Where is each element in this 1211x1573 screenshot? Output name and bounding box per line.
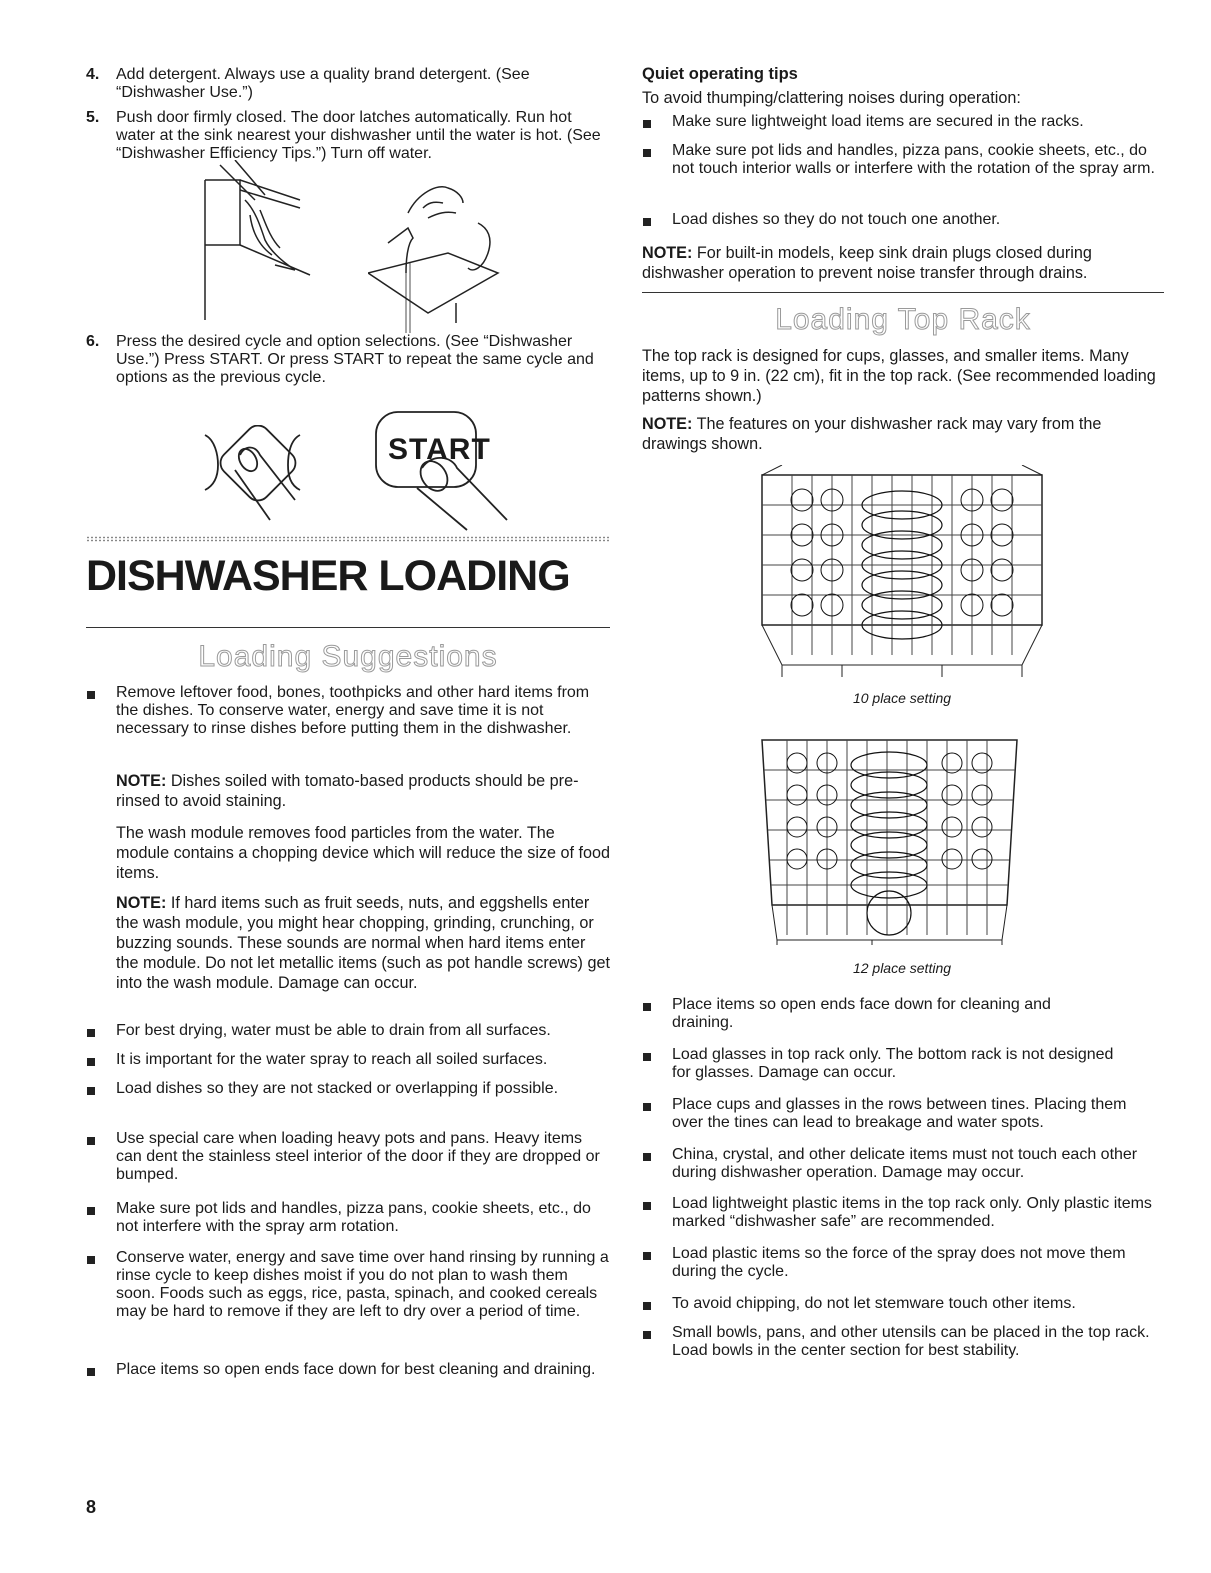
bullet-icon bbox=[86, 1080, 116, 1098]
note-text: The features on your dishwasher rack may vary from the drawings shown. bbox=[642, 415, 1102, 453]
start-button-label: START bbox=[388, 433, 491, 466]
note-text: If hard items such as fruit seeds, nuts, and eggshells enter the wash module, you might hear chopping, grinding, crunching, or buzzing sounds. These sounds are normal when hard items enter the module. Do not let metallic items (such as pot handle screws) get into the wash module. Damage can occur. bbox=[116, 894, 610, 992]
step-4 bbox=[86, 66, 610, 102]
section-rule bbox=[642, 292, 1164, 293]
rack-caption-10: 10 place setting bbox=[852, 690, 952, 706]
list-item bbox=[642, 1096, 1152, 1132]
bullet-icon bbox=[642, 142, 672, 178]
step-number: 6. bbox=[86, 333, 100, 350]
list-item-text: Load dishes so they are not stacked or overlapping if possible. bbox=[116, 1080, 559, 1097]
list-item-text: Place cups and glasses in the rows between tines. Placing them over the tines can lead to breakage and water spots. bbox=[672, 1096, 1127, 1131]
note-text: Dishes soiled with tomato-based products should be pre-rinsed to avoid staining. bbox=[116, 772, 579, 810]
list-item bbox=[86, 1051, 610, 1069]
list-item bbox=[642, 1046, 1132, 1082]
list-item-text: Load glasses in top rack only. The bottom rack is not designed for glasses. Damage can occur. bbox=[672, 1046, 1114, 1081]
bullet-icon bbox=[642, 1096, 672, 1132]
start-button-illustration bbox=[372, 408, 512, 533]
page-number: 8 bbox=[86, 1497, 97, 1517]
rack-10-place-setting-illustration bbox=[752, 465, 1052, 680]
list-item bbox=[86, 1022, 610, 1040]
list-item bbox=[642, 1295, 1164, 1313]
loading-suggestions-heading: Loading Suggestions bbox=[198, 640, 498, 673]
step-text: Push door firmly closed. The door latches automatically. Run hot water at the sink nearest your dishwasher until the water is hot. (See “Dishwasher Efficiency Tips.”) Turn off water. bbox=[116, 109, 601, 162]
list-item bbox=[642, 996, 1112, 1032]
door-closing-illustration bbox=[200, 160, 325, 320]
bullet-icon bbox=[642, 113, 672, 131]
section-rule bbox=[86, 627, 610, 628]
bullet-icon bbox=[642, 996, 672, 1032]
list-item-text: Load lightweight plastic items in the top rack only. Only plastic items marked “dishwasher safe” are recommended. bbox=[672, 1195, 1152, 1230]
list-item-text: Small bowls, pans, and other utensils can be placed in the top rack. Load bowls in the center section for best stability. bbox=[672, 1324, 1150, 1359]
section-title: DISHWASHER LOADING bbox=[86, 552, 570, 600]
list-item bbox=[642, 211, 1164, 229]
list-item-text: Conserve water, energy and save time over hand rinsing by running a rinse cycle to keep dishes moist if you do not plan to wash them soon. Foods such as eggs, rice, pasta, spinach, and cooked cereals may be hard to remove if they are left to dry over a period of time. bbox=[116, 1249, 609, 1320]
list-item bbox=[86, 1249, 610, 1321]
note-label: NOTE: bbox=[642, 244, 693, 262]
list-item-text: Make sure lightweight load items are secured in the racks. bbox=[672, 113, 1084, 130]
list-item-text: Use special care when loading heavy pots and pans. Heavy items can dent the stainless steel interior of the door if they are dropped or bumped. bbox=[116, 1130, 600, 1183]
quiet-tips-intro: To avoid thumping/clattering noises during operation: bbox=[642, 89, 1021, 107]
note-text: For built-in models, keep sink drain plugs closed during dishwasher operation to prevent noise transfer through drains. bbox=[642, 244, 1092, 282]
list-item-text: It is important for the water spray to reach all soiled surfaces. bbox=[116, 1051, 548, 1068]
faucet-illustration bbox=[368, 183, 508, 333]
step-number: 4. bbox=[86, 66, 100, 83]
list-item-text: Load plastic items so the force of the spray does not move them during the cycle. bbox=[672, 1245, 1126, 1280]
list-item bbox=[86, 1130, 610, 1184]
top-rack-heading: Loading Top Rack bbox=[775, 303, 1031, 336]
bullet-icon bbox=[86, 1200, 116, 1236]
list-item bbox=[86, 684, 610, 738]
step-6 bbox=[86, 333, 610, 387]
step-number: 5. bbox=[86, 109, 100, 126]
wash-module-paragraph: The wash module removes food particles from the water. The module contains a chopping device which will reduce the size of food items. bbox=[116, 824, 611, 882]
list-item bbox=[642, 142, 1164, 178]
bullet-icon bbox=[642, 1324, 672, 1360]
top-rack-intro: The top rack is designed for cups, glasses, and smaller items. Many items, up to 9 in. (22 cm), fit in the top rack. (See recommended loading patterns shown.) bbox=[642, 347, 1156, 405]
list-item bbox=[642, 1324, 1164, 1360]
list-item-text: Load dishes so they do not touch one another. bbox=[672, 211, 1001, 228]
section-divider-dotted bbox=[86, 536, 610, 542]
list-item-text: Remove leftover food, bones, toothpicks and other hard items from the dishes. To conserve water, energy and save time it is not necessary to rinse dishes before putting them in the dishwasher. bbox=[116, 684, 590, 737]
list-item bbox=[86, 1361, 610, 1379]
list-item-text: Place items so open ends face down for cleaning and draining. bbox=[672, 996, 1051, 1031]
step-text: Add detergent. Always use a quality brand detergent. (See “Dishwasher Use.”) bbox=[116, 66, 530, 101]
bullet-icon bbox=[642, 211, 672, 229]
list-item-text: Make sure pot lids and handles, pizza pans, cookie sheets, etc., do not touch interior walls or interfere with the rotation of the spray arm. bbox=[672, 142, 1155, 177]
list-item bbox=[642, 1195, 1152, 1231]
bullet-icon bbox=[86, 684, 116, 738]
list-item-text: Place items so open ends face down for best cleaning and draining. bbox=[116, 1361, 596, 1378]
bullet-icon bbox=[642, 1195, 672, 1231]
step-text: Press the desired cycle and option selections. (See “Dishwasher Use.”) Press START. Or press START to repeat the same cycle and options as the previous cycle. bbox=[116, 333, 594, 386]
list-item bbox=[642, 113, 1164, 131]
list-item bbox=[642, 1146, 1164, 1182]
rack-caption-12: 12 place setting bbox=[852, 960, 952, 976]
list-item bbox=[86, 1080, 566, 1098]
note-hard-items bbox=[116, 893, 610, 993]
list-item-text: Make sure pot lids and handles, pizza pans, cookie sheets, etc., do not interfere with the spray arm rotation. bbox=[116, 1200, 591, 1235]
bullet-icon bbox=[642, 1295, 672, 1313]
bullet-icon bbox=[642, 1245, 672, 1281]
bullet-icon bbox=[86, 1022, 116, 1040]
note-label: NOTE: bbox=[642, 415, 693, 433]
bullet-icon bbox=[86, 1130, 116, 1184]
list-item bbox=[86, 1200, 610, 1236]
list-item bbox=[642, 1245, 1152, 1281]
note-label: NOTE: bbox=[116, 894, 167, 912]
note-dishes-soiled bbox=[116, 771, 610, 811]
note-label: NOTE: bbox=[116, 772, 167, 790]
bullet-icon bbox=[86, 1051, 116, 1069]
bullet-icon bbox=[86, 1249, 116, 1321]
bullet-icon bbox=[642, 1046, 672, 1082]
quiet-tips-heading: Quiet operating tips bbox=[642, 65, 798, 83]
rack-12-place-setting-illustration bbox=[752, 735, 1027, 945]
note-built-in bbox=[642, 243, 1164, 283]
note-features bbox=[642, 414, 1164, 454]
list-item-text: To avoid chipping, do not let stemware touch other items. bbox=[672, 1295, 1076, 1312]
list-item-text: China, crystal, and other delicate items must not touch each other during dishwasher operation. Damage may occur. bbox=[672, 1146, 1138, 1181]
step-5 bbox=[86, 109, 610, 163]
cycle-button-illustration bbox=[200, 425, 330, 530]
bullet-icon bbox=[642, 1146, 672, 1182]
list-item-text: For best drying, water must be able to drain from all surfaces. bbox=[116, 1022, 551, 1039]
bullet-icon bbox=[86, 1361, 116, 1379]
